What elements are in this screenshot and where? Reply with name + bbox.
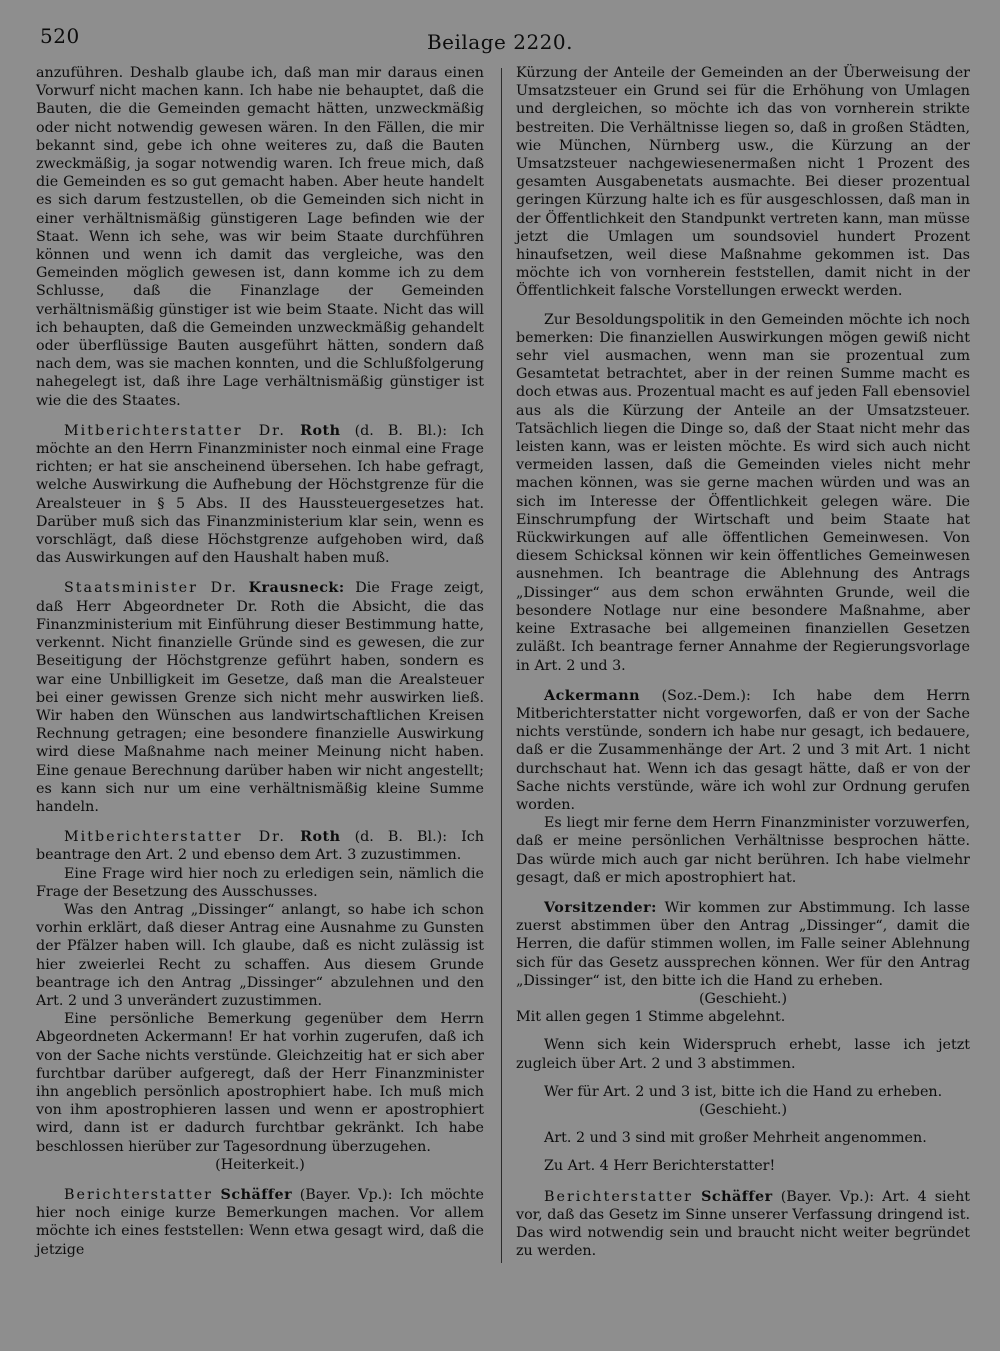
speaker-name: Vorsitzender: xyxy=(544,899,657,916)
column-divider xyxy=(501,68,502,1263)
speech-text: Wir kommen zur Abstimmung. Ich lasse zuerst abstimmen über den Antrag „Dissinger“, damit die Herren, die dafür stimmen wollen, im Falle seiner Ablehnung sich für das Gesetz aussprechen können. Wer für den Antrag „Dissinger“ ist, den bitte ich die Hand zu erheben. xyxy=(516,899,970,989)
speech-roth-2 xyxy=(36,828,484,864)
speech-text: (Soz.-Dem.): Ich habe dem Herrn Mitberichterstatter nicht vorgeworfen, daß er von der Sache nichts verstünde, sondern ich habe nur gesagt, ich bedauere, daß er die Zusammenhänge der Art. 2 und 3 mit Art. 1 nicht durchschaut hat. Wenn ich das gesagt hätte, daß er von der Sache nichts verstünde, wäre ich wohl zur Ordnung gerufen worden. xyxy=(516,687,970,813)
speech-roth-1 xyxy=(36,422,484,568)
paragraph: anzuführen. Deshalb glaube ich, daß man mir daraus einen Vorwurf nicht machen kann. Ich habe nie behauptet, daß die Bauten, die die Gemeinden gemacht hätten, unzweckmäßig oder nicht notwendig gewesen wären. In den Fällen, die mir bekannt sind, gebe ich ohne weiteres zu, daß die Bauten zweckmäßig, ja sogar notwendig waren. Ich freue mich, daß die Gemeinden es so gut gemacht haben. Aber heute handelt es sich darum festzustellen, ob die Gemeinden sich nicht in einer verhältnismäßig günstigeren Lage befinden wie der Staat. Wenn ich sehe, was wir beim Staate durchführen können und wenn ich damit das vergleiche, was den Gemeinden möglich gewesen ist, dann komme ich zu dem Schlusse, daß die Finanzlage der Gemeinden verhältnismäßig günstiger ist wie beim Staate. Nicht das will ich behaupten, daß die Gemeinden unzweckmäßig gehandelt oder überflüssige Bauten ausgeführt hätten, sondern daß nach dem, was sie machen konnten, und die Schlußfolgerung nahegelegt ist, daß ihre Lage verhältnismäßig günstiger ist wie die des Staates. xyxy=(36,65,484,409)
paragraph: Eine persönliche Bemerkung gegenüber dem Herrn Abgeordneten Ackermann! Er hat vorhin zugerufen, daß ich von der Sache nichts verstünde. Gleichzeitig hat er sich aber furchtbar darüber aufgeregt, daß der Herr Finanzminister ihn angeblich persönlich apostrophiert habe. Ich muß mich von ihm apostrophieren lassen und wenn er apostrophiert wird, dann ist er dadurch furchtbar gekränkt. Ich habe beschlossen hierüber zur Tagesordnung überzugehen. xyxy=(36,1011,484,1155)
speaker-role: Berichterstatter xyxy=(64,1186,214,1203)
speech-text: Die Frage zeigt, daß Herr Abgeordneter Dr. Roth die Absicht, die das Finanzministerium mit Einführung dieser Bestimmung hatte, verkennt. Nicht finanzielle Gründe sind es gewesen, die zur Beseitigung der Höchstgrenze geführt haben, sondern es war eine Unbilligkeit im Gesetze, daß man die Arealsteuer bei einer gewissen Grenze sich nicht mehr auswirken ließ. Wir haben den Wünschen aus landwirtschaftlichen Kreisen Rechnung getragen; eine besondere finanzielle Auswirkung wird diese Maßnahme nach meiner Meinung nicht haben. Eine genaue Berechnung darüber haben wir nicht angestellt; es kann sich nur um eine verhältnismäßig kleine Summe handeln. xyxy=(36,580,485,815)
speech-text: (Bayer. Vp.): Ich möchte hier noch einige kurze Bemerkungen machen. Vor allem möchte ich eines feststellen: Wenn etwa gesagt wird, daß die jetzige xyxy=(36,1186,485,1258)
paragraph: Was den Antrag „Dissinger“ anlangt, so habe ich schon vorhin erklärt, daß dieser Antrag eine Ausnahme zu Gunsten der Pfälzer haben will. Ich glaube, daß es nicht zulässig ist hier zweierlei Recht zu schaffen. Aus diesem Grunde beantrage ich den Antrag „Dissinger“ abzulehnen und den Art. 2 und 3 unverändert zuzustimmen. xyxy=(36,901,484,1009)
speaker-name: Roth xyxy=(300,829,341,846)
running-head: Beilage 2220. xyxy=(426,30,573,54)
paragraph: Kürzung der Anteile der Gemeinden an der Überweisung der Umsatzsteuer ein Grund sei für die Erhöhung von Umlagen und dergleichen, so möchte ich das von vornherein strikte bestreiten. Die Verhältnisse liegen so, daß in großen Städten, wie München, Nürnberg usw., die Kürzung an der Umsatzsteuer nachgewiesenermaßen nicht 1 Prozent des gesamten Ausgabenetats ausmachte. Bei dieser prozentual geringen Kürzung halte ich es für ausgeschlossen, daß man in der Öffentlichkeit den Standpunkt vertreten kann, man müsse jetzt die Umlagen um soundsoviel hundert Prozent hinaufsetzen, weil diese Maßnahme gekommen ist. Das möchte ich von vornherein feststellen, damit nicht in der Öffentlichkeit falsche Vorstellungen erweckt werden. xyxy=(516,65,970,300)
speech-text: (d. B. Bl.): Ich beantrage den Art. 2 und ebenso dem Art. 3 zuzustimmen. xyxy=(36,829,484,864)
paragraph: Wenn sich kein Widerspruch erhebt, lasse ich jetzt zugleich über Art. 2 und 3 abstimmen. xyxy=(516,1037,970,1072)
stage-note: (Geschieht.) xyxy=(698,990,788,1007)
speaker-name: Krausneck: xyxy=(248,580,345,597)
speaker-role: Staatsminister Dr. xyxy=(64,580,238,597)
page-number: 520 xyxy=(40,24,80,48)
speech-krausneck xyxy=(36,579,484,816)
vote-result: Mit allen gegen 1 Stimme abgelehnt. xyxy=(516,1009,786,1026)
paragraph: Zur Besoldungspolitik in den Gemeinden möchte ich noch bemerken: Die finanziellen Auswirkungen mögen gewiß nicht sehr viel ausmachen, wenn man sie prozentual zum Gesamtetat betrachtet, aber in der reinen Summe macht es doch etwas aus. Prozentual macht es auf jeden Fall ebensoviel aus als die Kürzung der Anteile an der Umsatzsteuer. Tatsächlich liegen die Dinge so, daß der Staat nicht mehr das leisten kann, was er leisten möchte. Es wird sich auch nicht vermeiden lassen, daß die Gemeinden vieles nicht mehr machen können, was sie gerne machen würden und was an sich im Interesse der Öffentlichkeit gelegen wäre. Die Einschrumpfung der Wirtschaft und beim Staate hat Rückwirkungen auf alle öffentlichen Gemeinwesen. Von diesem Schicksal können wir kein öffentliches Gemeinwesen ausnehmen. Ich beantrage die Ablehnung des Antrags „Dissinger“ aus dem schon erwähnten Grunde, weil die besondere Notlage nur eine besondere Maßnahme, aber keine Extrasache bei allgemeinen finanziellen Gesetzen zuläßt. Ich beantrage ferner Annahme der Regierungsvorlage in Art. 2 und 3. xyxy=(516,311,970,674)
speech-ackermann xyxy=(516,687,970,814)
speech-schaeffer-1 xyxy=(36,1186,484,1259)
speaker-name: Roth xyxy=(300,422,341,439)
paragraph: Zu Art. 4 Herr Berichterstatter! xyxy=(544,1158,776,1175)
vote-result: Art. 2 und 3 sind mit großer Mehrheit angenommen. xyxy=(544,1130,927,1147)
right-column xyxy=(516,64,970,1260)
speaker-name: Schäffer xyxy=(701,1188,773,1205)
stage-note: (Heiterkeit.) xyxy=(215,1156,305,1173)
paragraph: Eine Frage wird hier noch zu erledigen sein, nämlich die Frage der Besetzung des Ausschusses. xyxy=(36,865,484,900)
speaker-role: Berichterstatter xyxy=(544,1188,694,1205)
paragraph: Wer für Art. 2 und 3 ist, bitte ich die Hand zu erheben. xyxy=(544,1083,943,1100)
paragraph: Es liegt mir ferne dem Herrn Finanzminister vorzuwerfen, daß er meine persönlichen Verhältnisse besprochen hätte. Das würde mich auch gar nicht berühren. Ich habe vielmehr gesagt, daß er mich apostrophiert hat. xyxy=(516,815,970,886)
stage-note: (Geschieht.) xyxy=(698,1101,788,1118)
speaker-role: Mitberichterstatter Dr. xyxy=(64,422,286,439)
speech-text: (Bayer. Vp.): Art. 4 sieht vor, daß das Gesetz im Sinne unserer Verfassung dringend ist. Das wird notwendig sein und braucht nicht weiter begründet zu werden. xyxy=(516,1188,971,1260)
speech-text: (d. B. Bl.): Ich möchte an den Herrn Finanzminister noch einmal eine Frage richten; er hat sie anscheinend übersehen. Ich habe gefragt, welche Auswirkung die Aufhebung der Höchstgrenze für die Arealsteuer in § 5 Abs. II des Haussteuergesetzes hat. Darüber muß sich das Finanzministerium klar sein, wenn es vorschlägt, daß diese Höchstgrenze aufgehoben wird, daß das Auswirkungen auf den Haushalt haben muß. xyxy=(36,422,484,567)
speech-vorsitzender xyxy=(516,899,970,990)
left-column xyxy=(36,64,484,1259)
speech-schaeffer-2 xyxy=(516,1188,970,1261)
speaker-role: Mitberichterstatter Dr. xyxy=(64,829,286,846)
speaker-name: Schäffer xyxy=(220,1186,293,1203)
speaker-name: Ackermann xyxy=(544,687,641,704)
